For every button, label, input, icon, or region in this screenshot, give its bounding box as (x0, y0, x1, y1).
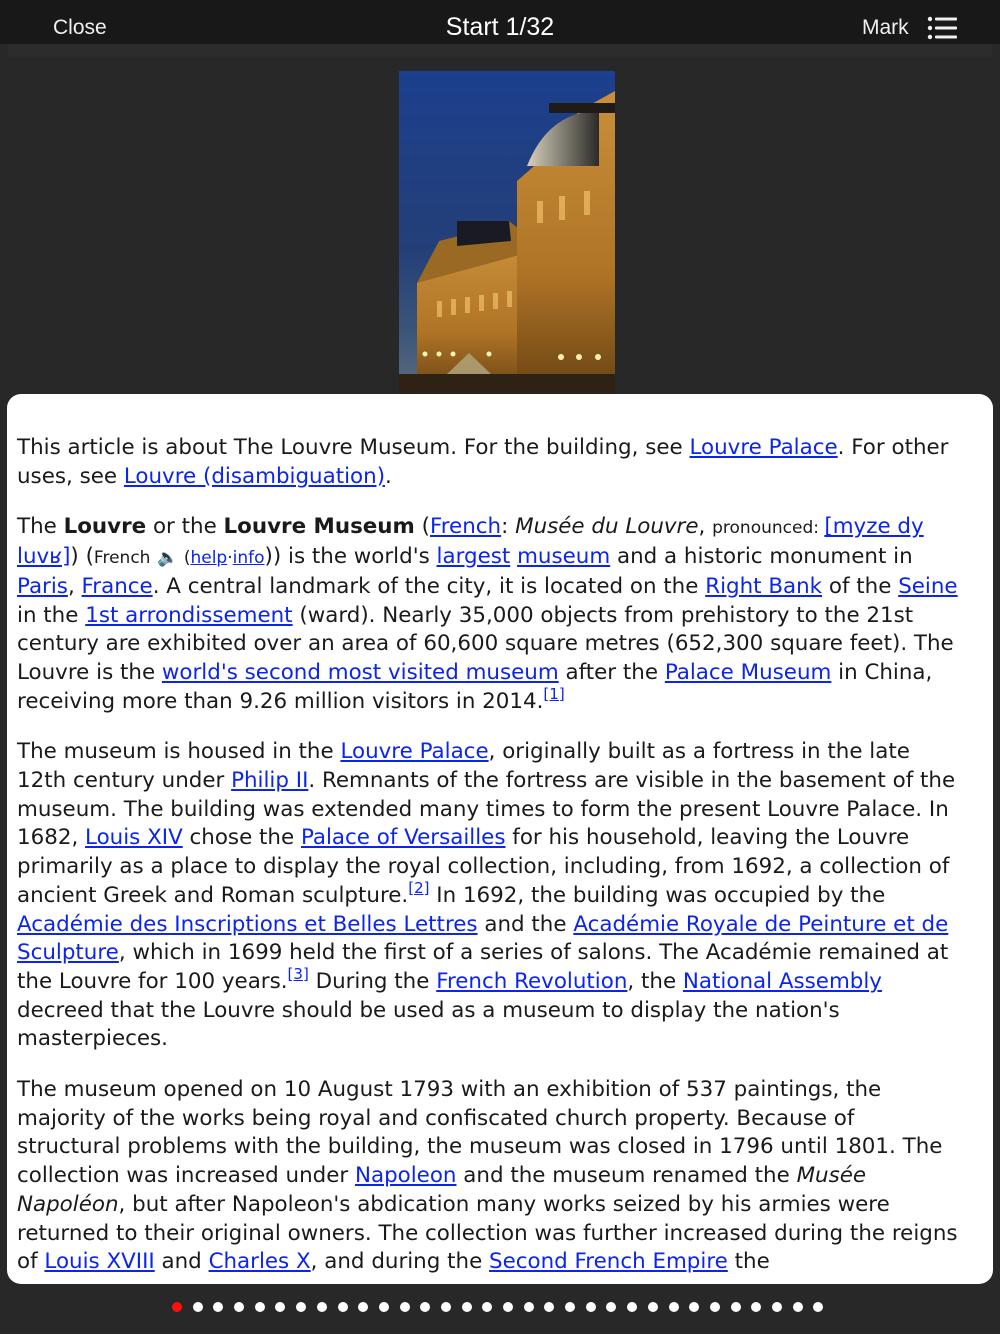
page-indicator (172, 1302, 834, 1314)
page-dot[interactable] (813, 1302, 823, 1312)
text: and (154, 1249, 209, 1275)
audio-label: French (93, 548, 151, 569)
link-french[interactable]: French (429, 514, 502, 540)
reference-3[interactable]: [3] (287, 964, 309, 983)
text: the (727, 1249, 770, 1275)
link-louis-xviii[interactable]: Louis XVIII (44, 1249, 155, 1275)
page-dot[interactable] (234, 1302, 244, 1312)
reference-1[interactable]: [1] (543, 684, 565, 703)
text: in China, receiving more than 9.26 million visitors in 2014. (17, 659, 933, 714)
text: or the (146, 514, 224, 540)
link-charles-x[interactable]: Charles X (208, 1249, 311, 1275)
text: , originally built as a fortress in the late 12th century under (17, 739, 910, 794)
paragraph-history (17, 738, 962, 1054)
page-title: Start 1/32 (445, 13, 555, 41)
text: , which in 1699 held the first of a series of salons. The Académie remained at the Louvre for 100 years. (17, 940, 949, 994)
link-national-assembly[interactable]: National Assembly (682, 968, 882, 994)
paragraph-intro (17, 513, 962, 716)
page-dot[interactable] (213, 1302, 223, 1312)
page-dot[interactable] (565, 1302, 575, 1312)
link-louvre-palace[interactable]: Louvre Palace (689, 435, 838, 460)
text: In 1692, the building was occupied by the (429, 882, 886, 908)
page-dot[interactable] (317, 1302, 327, 1312)
text: for his household, leaving the Louvre primarily as a place to display the royal collection, including, from 1692, a collection of ancient Greek and Roman sculpture. (17, 825, 950, 908)
list-icon[interactable] (927, 16, 957, 40)
text: and the (477, 911, 574, 937)
bold-term: Louvre (63, 514, 147, 540)
page-dot-active[interactable] (172, 1302, 182, 1312)
page-dot[interactable] (358, 1302, 368, 1312)
page-dot[interactable] (669, 1302, 679, 1312)
hatnote (17, 434, 962, 491)
page-dot[interactable] (627, 1302, 637, 1312)
link-second-french-empire[interactable]: Second French Empire (489, 1249, 728, 1275)
link-right-bank[interactable]: Right Bank (705, 573, 823, 599)
text: , (67, 573, 82, 599)
page-dot[interactable] (772, 1302, 782, 1312)
louvre-photo (399, 71, 615, 393)
page-dot[interactable] (482, 1302, 492, 1312)
text: after the (558, 659, 665, 685)
page-dot[interactable] (193, 1302, 203, 1312)
link-museum[interactable]: museum (517, 544, 611, 570)
top-navigation-bar (0, 0, 1000, 44)
link-academie-royale[interactable]: Académie Royale de Peinture et de Sculpture (17, 911, 949, 966)
text: and a historic monument in (610, 544, 913, 570)
page-dot[interactable] (255, 1302, 265, 1312)
text: The museum is housed in the (17, 739, 341, 765)
link-philip-ii[interactable]: Philip II (231, 768, 309, 794)
link-academie-inscriptions[interactable]: Académie des Inscriptions et Belles Lettres (17, 911, 478, 937)
page-dot[interactable] (503, 1302, 513, 1312)
text: chose the (182, 825, 301, 851)
speaker-icon[interactable]: 🔈 (157, 548, 179, 569)
text: )) is the world's (264, 544, 437, 570)
paragraph-opening (17, 1076, 962, 1277)
text: decreed that the Louvre should be used as a museum to display the nation's masterpieces. (17, 997, 840, 1052)
article-body (17, 434, 962, 1284)
text: ) ( (70, 544, 94, 570)
link-palace-of-versailles[interactable]: Palace of Versailles (300, 825, 506, 851)
page-dot[interactable] (275, 1302, 285, 1312)
link-largest[interactable]: largest (436, 544, 511, 570)
link-second-most-visited[interactable]: world's second most visited museum (161, 659, 559, 685)
text: During the (308, 968, 437, 994)
link-seine[interactable]: Seine (898, 573, 958, 599)
page-dot[interactable] (544, 1302, 554, 1312)
link-louvre-disambiguation[interactable]: Louvre (disambiguation) (123, 463, 386, 489)
link-info[interactable]: info (232, 548, 265, 569)
link-help[interactable]: help (190, 548, 228, 569)
text: (ward). Nearly 35,000 objects from prehistory to the 21st century are exhibited over an area of 60,600 square metres (652,300 square feet). The Louvre is the (17, 602, 954, 685)
page-dot[interactable] (338, 1302, 348, 1312)
text: and the museum renamed the (456, 1163, 797, 1189)
link-french-revolution[interactable]: French Revolution (436, 968, 628, 994)
page-dot[interactable] (689, 1302, 699, 1312)
page-dot[interactable] (648, 1302, 658, 1312)
mark-button[interactable]: Mark (862, 16, 909, 39)
article-card (7, 394, 993, 1284)
reference-2[interactable]: [2] (408, 878, 430, 897)
text: . A central landmark of the city, it is located on the (152, 573, 706, 599)
text: : (501, 514, 516, 540)
text: This article is about The Louvre Museum. For the building, see (17, 435, 690, 460)
bold-term: Louvre Museum (223, 514, 415, 540)
italic-term: Musée du Louvre (515, 514, 699, 540)
page-dot[interactable] (441, 1302, 451, 1312)
page-dot[interactable] (751, 1302, 761, 1312)
link-ipa[interactable]: [myze dy luvʁ] (17, 514, 924, 570)
text: , the (627, 968, 683, 994)
header-shadow-strip (8, 44, 992, 57)
text: . For other uses, see (17, 435, 949, 489)
text: The (17, 514, 64, 540)
link-1st-arrondissement[interactable]: 1st arrondissement (85, 602, 293, 628)
link-louis-xiv[interactable]: Louis XIV (85, 825, 183, 851)
separator: · (227, 548, 233, 569)
page-dot[interactable] (400, 1302, 410, 1312)
link-louvre-palace[interactable]: Louvre Palace (340, 739, 489, 765)
page-dot[interactable] (379, 1302, 389, 1312)
page-dot[interactable] (586, 1302, 596, 1312)
text: of the (822, 573, 899, 599)
text: , but after Napoleon's abdication many works seized by his armies were returned to their original owners. The collection was further increased during the reigns of (17, 1191, 958, 1275)
text: in the (17, 602, 86, 628)
hero-image (399, 71, 615, 393)
link-paris[interactable]: Paris (17, 573, 68, 599)
close-button[interactable]: Close (53, 16, 107, 39)
page-dot[interactable] (462, 1302, 472, 1312)
page-dot[interactable] (296, 1302, 306, 1312)
page-dot[interactable] (420, 1302, 430, 1312)
link-palace-museum[interactable]: Palace Museum (664, 659, 832, 685)
page-dot[interactable] (710, 1302, 720, 1312)
text: . (385, 463, 392, 489)
pronounced-label: pronounced: (712, 518, 825, 539)
text: ( (414, 514, 430, 540)
page-dot[interactable] (731, 1302, 741, 1312)
text: , (698, 514, 713, 540)
page-dot[interactable] (606, 1302, 616, 1312)
text: , and during the (310, 1249, 490, 1275)
link-napoleon[interactable]: Napoleon (354, 1163, 457, 1189)
italic-term: Musée Napoléon (17, 1163, 867, 1217)
link-france[interactable]: France (81, 573, 153, 599)
page-dot[interactable] (793, 1302, 803, 1312)
text: . Remnants of the fortress are visible in the basement of the museum. The building was extended many times to form the present Louvre Palace. In 1682, (17, 768, 956, 851)
text: ( (178, 548, 191, 569)
page-dot[interactable] (524, 1302, 534, 1312)
text: The museum opened on 10 August 1793 with an exhibition of 537 paintings, the majority of the works being royal and confiscated church property. Because of structural problems with the building, the museum was closed in 1796 until 1801. The collection was increased under (17, 1077, 943, 1189)
